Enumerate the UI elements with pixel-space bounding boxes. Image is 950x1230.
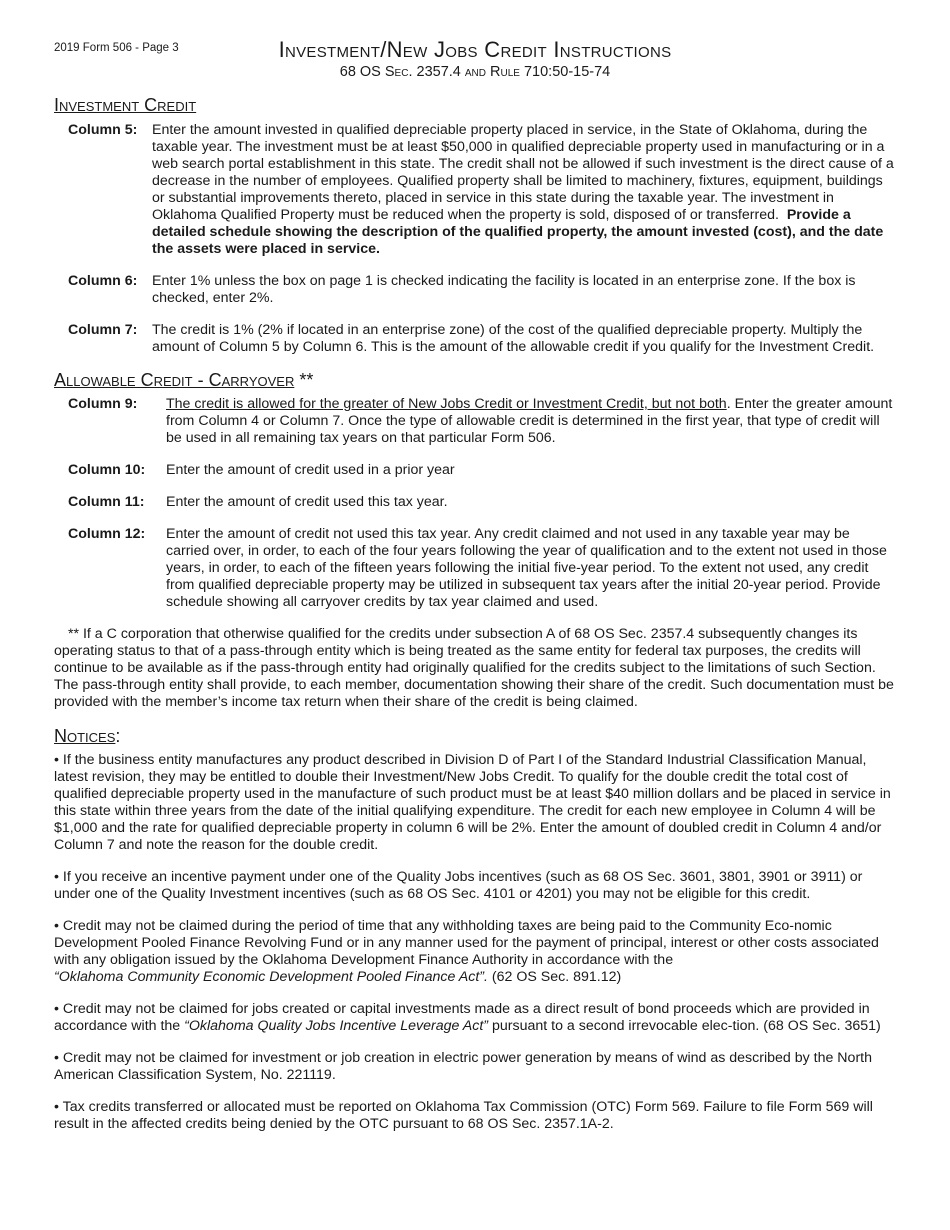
notices-heading-text: Notices — [54, 726, 116, 746]
column-label: Column 10: — [68, 462, 146, 478]
column-label: Column 7: — [68, 322, 138, 338]
footnote-marker: ** — [299, 370, 314, 390]
column-9-text: . Enter the greater amount from Column 4 or Column 7. Once the type of allowable credit is determined in the first year, that type of credit will be used in all remaining tax years on that particular Form 506. — [166, 396, 893, 446]
column-12-instruction — [68, 526, 896, 611]
page-subtitle: 68 OS Sec. 2357.4 and Rule 710:50-15-74 — [339, 64, 611, 80]
column-9-instruction — [68, 396, 896, 447]
column-text: Enter the amount of credit used in a prior year — [166, 462, 455, 478]
column-9-underlined-text: The credit is allowed for the greater of New Jobs Credit or Investment Credit, but not both — [166, 396, 727, 412]
notice-item: • Tax credits transferred or allocated must be reported on Oklahoma Tax Commission (OTC) Form 569. Failure to file Form 569 will result in the affected credits being denied by the OTC pursuant to 68 OS Sec. 2357.1A-2. — [54, 1099, 873, 1132]
instructions-content — [54, 94, 896, 1133]
notice-citation: (62 OS Sec. 891.12) — [491, 969, 622, 985]
notice-item: • Credit may not be claimed for investment or job creation in electric power generation by means of wind as described by the North American Classification System, No. 221119. — [54, 1050, 872, 1083]
column-5-text: Enter the amount invested in qualified depreciable property placed in service, in the State of Oklahoma, during the taxable year. The investment must be at least $50,000 in qualified depreciable property used in manufacturing or in a web search portal establishment in this state. The credit shall not be allowed if such investment is the direct cause of a decrease in the number of employees. Qualified property shall be limited to machinery, fixtures, equipment, buildings or substantial improvements thereto, placed in service in this state during the taxable year. The investment in Oklahoma Qualified Property must be reduced when the property is sold, disposed of or transferred. — [152, 122, 894, 223]
column-label: Column 11: — [68, 494, 145, 510]
allowable-credit-heading-text: Allowable Credit - Carryover — [54, 370, 295, 390]
column-label: Column 5: — [68, 122, 138, 138]
column-text: Enter 1% unless the box on page 1 is checked indicating the facility is located in an enterprise zone. If the box is checked, enter 2%. — [152, 273, 856, 306]
column-text: Enter the amount of credit not used this tax year. Any credit claimed and not used in any taxable year may be carried over, in order, to each of the four years following the year of qualification and to the extent not used in those years, in order, to each of the fifteen years following the initial five-year period. To the extent not used, any credit from qualified depreciable property may be utilized in subsequent tax years after the initial 20-year period. Provide schedule showing all carryover credits by tax year claimed and used. — [166, 526, 887, 610]
investment-credit-heading — [54, 94, 896, 116]
column-label: Column 9: — [68, 396, 138, 412]
column-10-instruction — [68, 462, 896, 479]
notice-item — [54, 1001, 896, 1035]
title-block — [0, 37, 950, 81]
column-label: Column 6: — [68, 273, 138, 289]
notice-text: • Credit may not be claimed during the period of time that any withholding taxes are being paid to the Community Eco-nomic Development Pooled Finance Revolving Fund or in any manner used for the payment of principal, interest or other costs associated with any obligation issued by the Oklahoma Development Finance Authority in accordance with the — [54, 918, 879, 968]
notice-act-title: “Oklahoma Community Economic Development Pooled Finance Act”. — [54, 969, 488, 985]
page-title: Investment/New Jobs Credit Instructions — [278, 37, 672, 62]
column-label: Column 12: — [68, 526, 146, 542]
column-text: Enter the amount of credit used this tax year. — [166, 494, 448, 510]
notice-act-title: “Oklahoma Quality Jobs Incentive Leverage Act” — [184, 1018, 489, 1034]
allowable-credit-heading — [54, 369, 896, 391]
notices-heading-colon: : — [115, 726, 121, 746]
column-7-instruction — [68, 322, 896, 356]
column-text — [152, 122, 896, 258]
column-5-bold-text: Provide a detailed schedule showing the description of the qualified property, the amount invested (cost), and the date the assets were placed in service. — [152, 207, 884, 257]
column-11-instruction — [68, 494, 896, 511]
notice-text: • Credit may not be claimed for jobs created or capital investments made as a direct result of bond proceeds which are provided in accordance with the — [54, 1001, 870, 1034]
notice-item: • If you receive an incentive payment under one of the Quality Jobs incentives (such as 68 OS Sec. 3601, 3801, 3901 or 3911) or under one of the Quality Investment incentives (such as 68 OS Sec. 4101 or 4201) you may not be eligible for this credit. — [54, 869, 863, 902]
page-label: 2019 Form 506 - Page 3 — [54, 42, 179, 54]
column-text: The credit is 1% (2% if located in an enterprise zone) of the cost of the qualified depreciable property. Multiply the amount of Column 5 by Column 6. This is the amount of the allowable credit if you qualify for the Investment Credit. — [152, 322, 875, 355]
carryover-footnote: ** If a C corporation that otherwise qualified for the credits under subsection A of 68 OS Sec. 2357.4 subsequently changes its operating status to that of a pass-through entity which is being treated as the same entity for federal tax purposes, the credits will continue to be available as if the pass-through entity had originally qualified for the credits subject to the limitations of such Section. The pass-through entity shall provide, to each member, documentation showing their share of the credit. Such documentation must be provided with the member’s income tax return when their share of the credit is being claimed. — [54, 626, 894, 710]
notice-item — [54, 918, 896, 986]
notice-citation: pursuant to a second irrevocable elec-tion. (68 OS Sec. 3651) — [491, 1018, 881, 1034]
investment-credit-heading-text: Investment Credit — [54, 95, 197, 115]
column-text — [166, 396, 896, 447]
notice-item: • If the business entity manufactures any product described in Division D of Part I of the Standard Industrial Classification Manual, latest revision, they may be entitled to double their Investment/New Jobs Credit. To qualify for the double credit the total cost of qualified depreciable property used in the manufacture of such product must be at least $40 million dollars and be placed in service in this state within three years from the date of the initial qualifying expenditure. The credit for each new employee in Column 4 will be $1,000 and the rate for qualified depreciable property in column 6 will be 2%. Enter the amount of doubled credit in Column 4 and/or Column 7 and note the reason for the double credit. — [54, 752, 891, 853]
column-5-instruction — [68, 122, 896, 258]
column-6-instruction — [68, 273, 896, 307]
notices-heading — [54, 725, 896, 747]
